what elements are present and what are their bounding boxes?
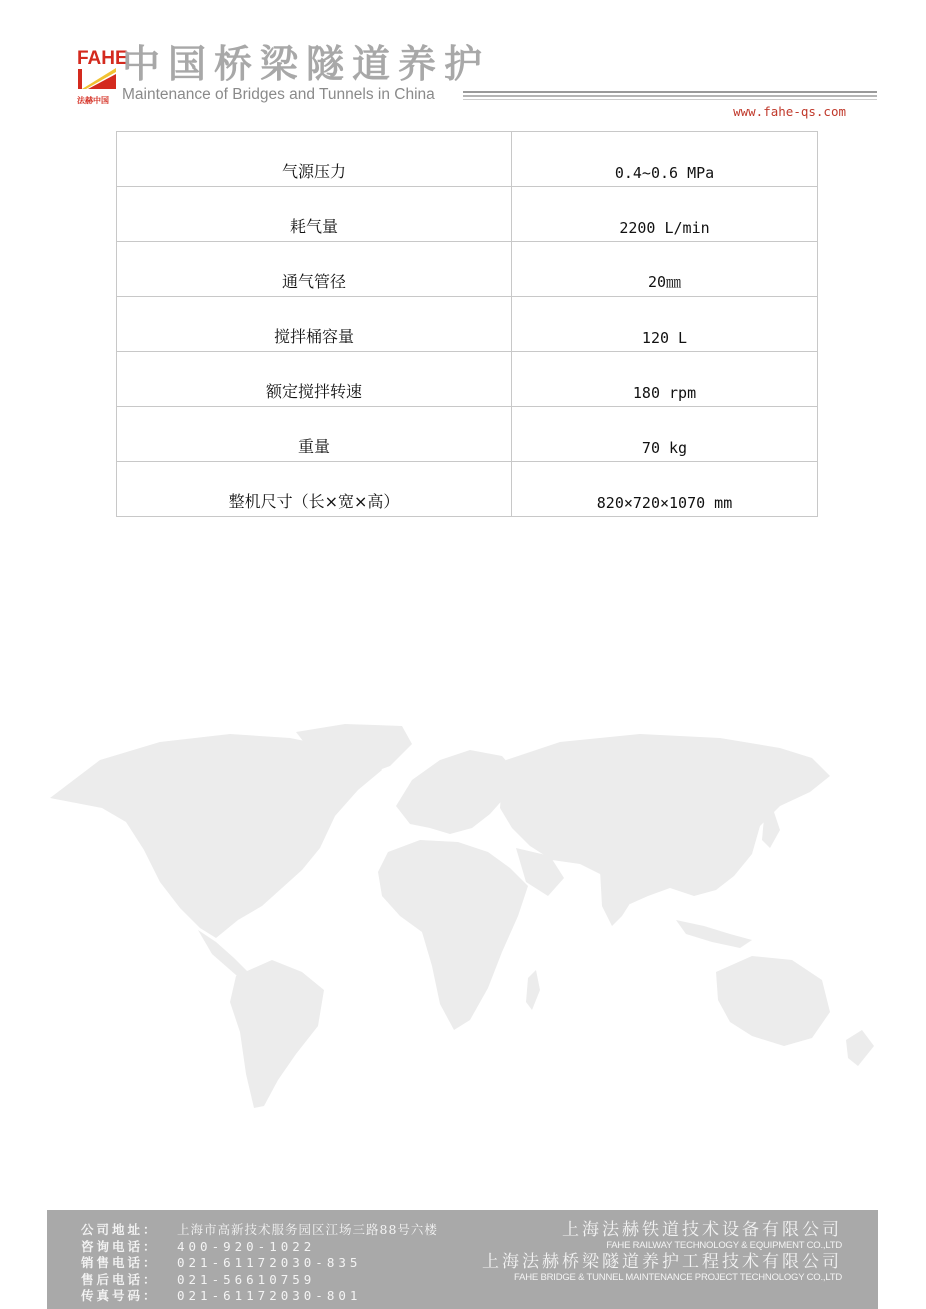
phone-number: 021-61172030-835 bbox=[177, 1255, 362, 1270]
contact-row bbox=[81, 1222, 438, 1239]
spec-row bbox=[117, 297, 818, 352]
spec-row bbox=[117, 132, 818, 187]
company-names bbox=[482, 1220, 842, 1284]
spec-name: 搅拌桶容量 bbox=[117, 297, 512, 352]
spec-value: 0.4~0.6 MPa bbox=[512, 132, 818, 187]
brand-title-cn: 中国桥梁隧道养护 bbox=[122, 42, 491, 86]
spec-row bbox=[117, 242, 818, 297]
company-address: 上海市高新技术服务园区江场三路88号六楼 bbox=[177, 1222, 438, 1237]
contact-label: 咨询电话： bbox=[81, 1238, 159, 1254]
contact-row bbox=[81, 1288, 438, 1305]
spec-name: 气源压力 bbox=[117, 132, 512, 187]
company-name-en: FAHE BRIDGE & TUNNEL MAINTENANCE PROJECT TECHNOLOGY CO.,LTD bbox=[514, 1272, 842, 1283]
spec-row bbox=[117, 187, 818, 242]
contact-row bbox=[81, 1255, 438, 1272]
spec-row bbox=[117, 352, 818, 407]
spec-name: 重量 bbox=[117, 407, 512, 462]
company-name-cn: 上海法赫桥梁隧道养护工程技术有限公司 bbox=[482, 1252, 842, 1272]
spec-name: 耗气量 bbox=[117, 187, 512, 242]
spec-name: 额定搅拌转速 bbox=[117, 352, 512, 407]
company-name-en: FAHE RAILWAY TECHNOLOGY & EQUIPMENT CO.,LTD bbox=[606, 1240, 842, 1251]
website-link[interactable]: www.fahe-qs.com bbox=[733, 104, 846, 119]
contact-label: 公司地址： bbox=[81, 1222, 159, 1237]
world-map-icon bbox=[40, 720, 890, 1120]
spec-value: 20㎜ bbox=[512, 242, 818, 297]
spec-value: 820×720×1070 mm bbox=[512, 462, 818, 517]
company-name-cn: 上海法赫铁道技术设备有限公司 bbox=[562, 1220, 842, 1240]
logo-text: FAHE bbox=[77, 48, 128, 69]
logo-caption: 法赫中国 bbox=[77, 96, 109, 105]
contact-label: 传真号码： bbox=[81, 1288, 159, 1303]
fahe-logo-icon bbox=[76, 42, 128, 106]
spec-row bbox=[117, 462, 818, 517]
contact-label: 售后电话： bbox=[81, 1271, 159, 1287]
spec-name: 通气管径 bbox=[117, 242, 512, 297]
spec-value: 120 L bbox=[512, 297, 818, 352]
contact-info bbox=[81, 1222, 438, 1305]
phone-number: 021-56610759 bbox=[177, 1271, 316, 1287]
phone-number: 400-920-1022 bbox=[177, 1238, 316, 1254]
phone-number: 021-61172030-801 bbox=[177, 1288, 362, 1303]
spec-table bbox=[116, 131, 818, 517]
spec-value: 180 rpm bbox=[512, 352, 818, 407]
header-rule bbox=[463, 91, 877, 101]
brand-title-en: Maintenance of Bridges and Tunnels in China bbox=[122, 86, 435, 103]
contact-label: 销售电话： bbox=[81, 1255, 159, 1270]
page-footer bbox=[47, 1210, 878, 1309]
spec-name: 整机尺寸（长×宽×高） bbox=[117, 462, 512, 517]
spec-row bbox=[117, 407, 818, 462]
spec-value: 2200 L/min bbox=[512, 187, 818, 242]
contact-row bbox=[81, 1272, 438, 1289]
contact-row bbox=[81, 1239, 438, 1256]
spec-value: 70 kg bbox=[512, 407, 818, 462]
